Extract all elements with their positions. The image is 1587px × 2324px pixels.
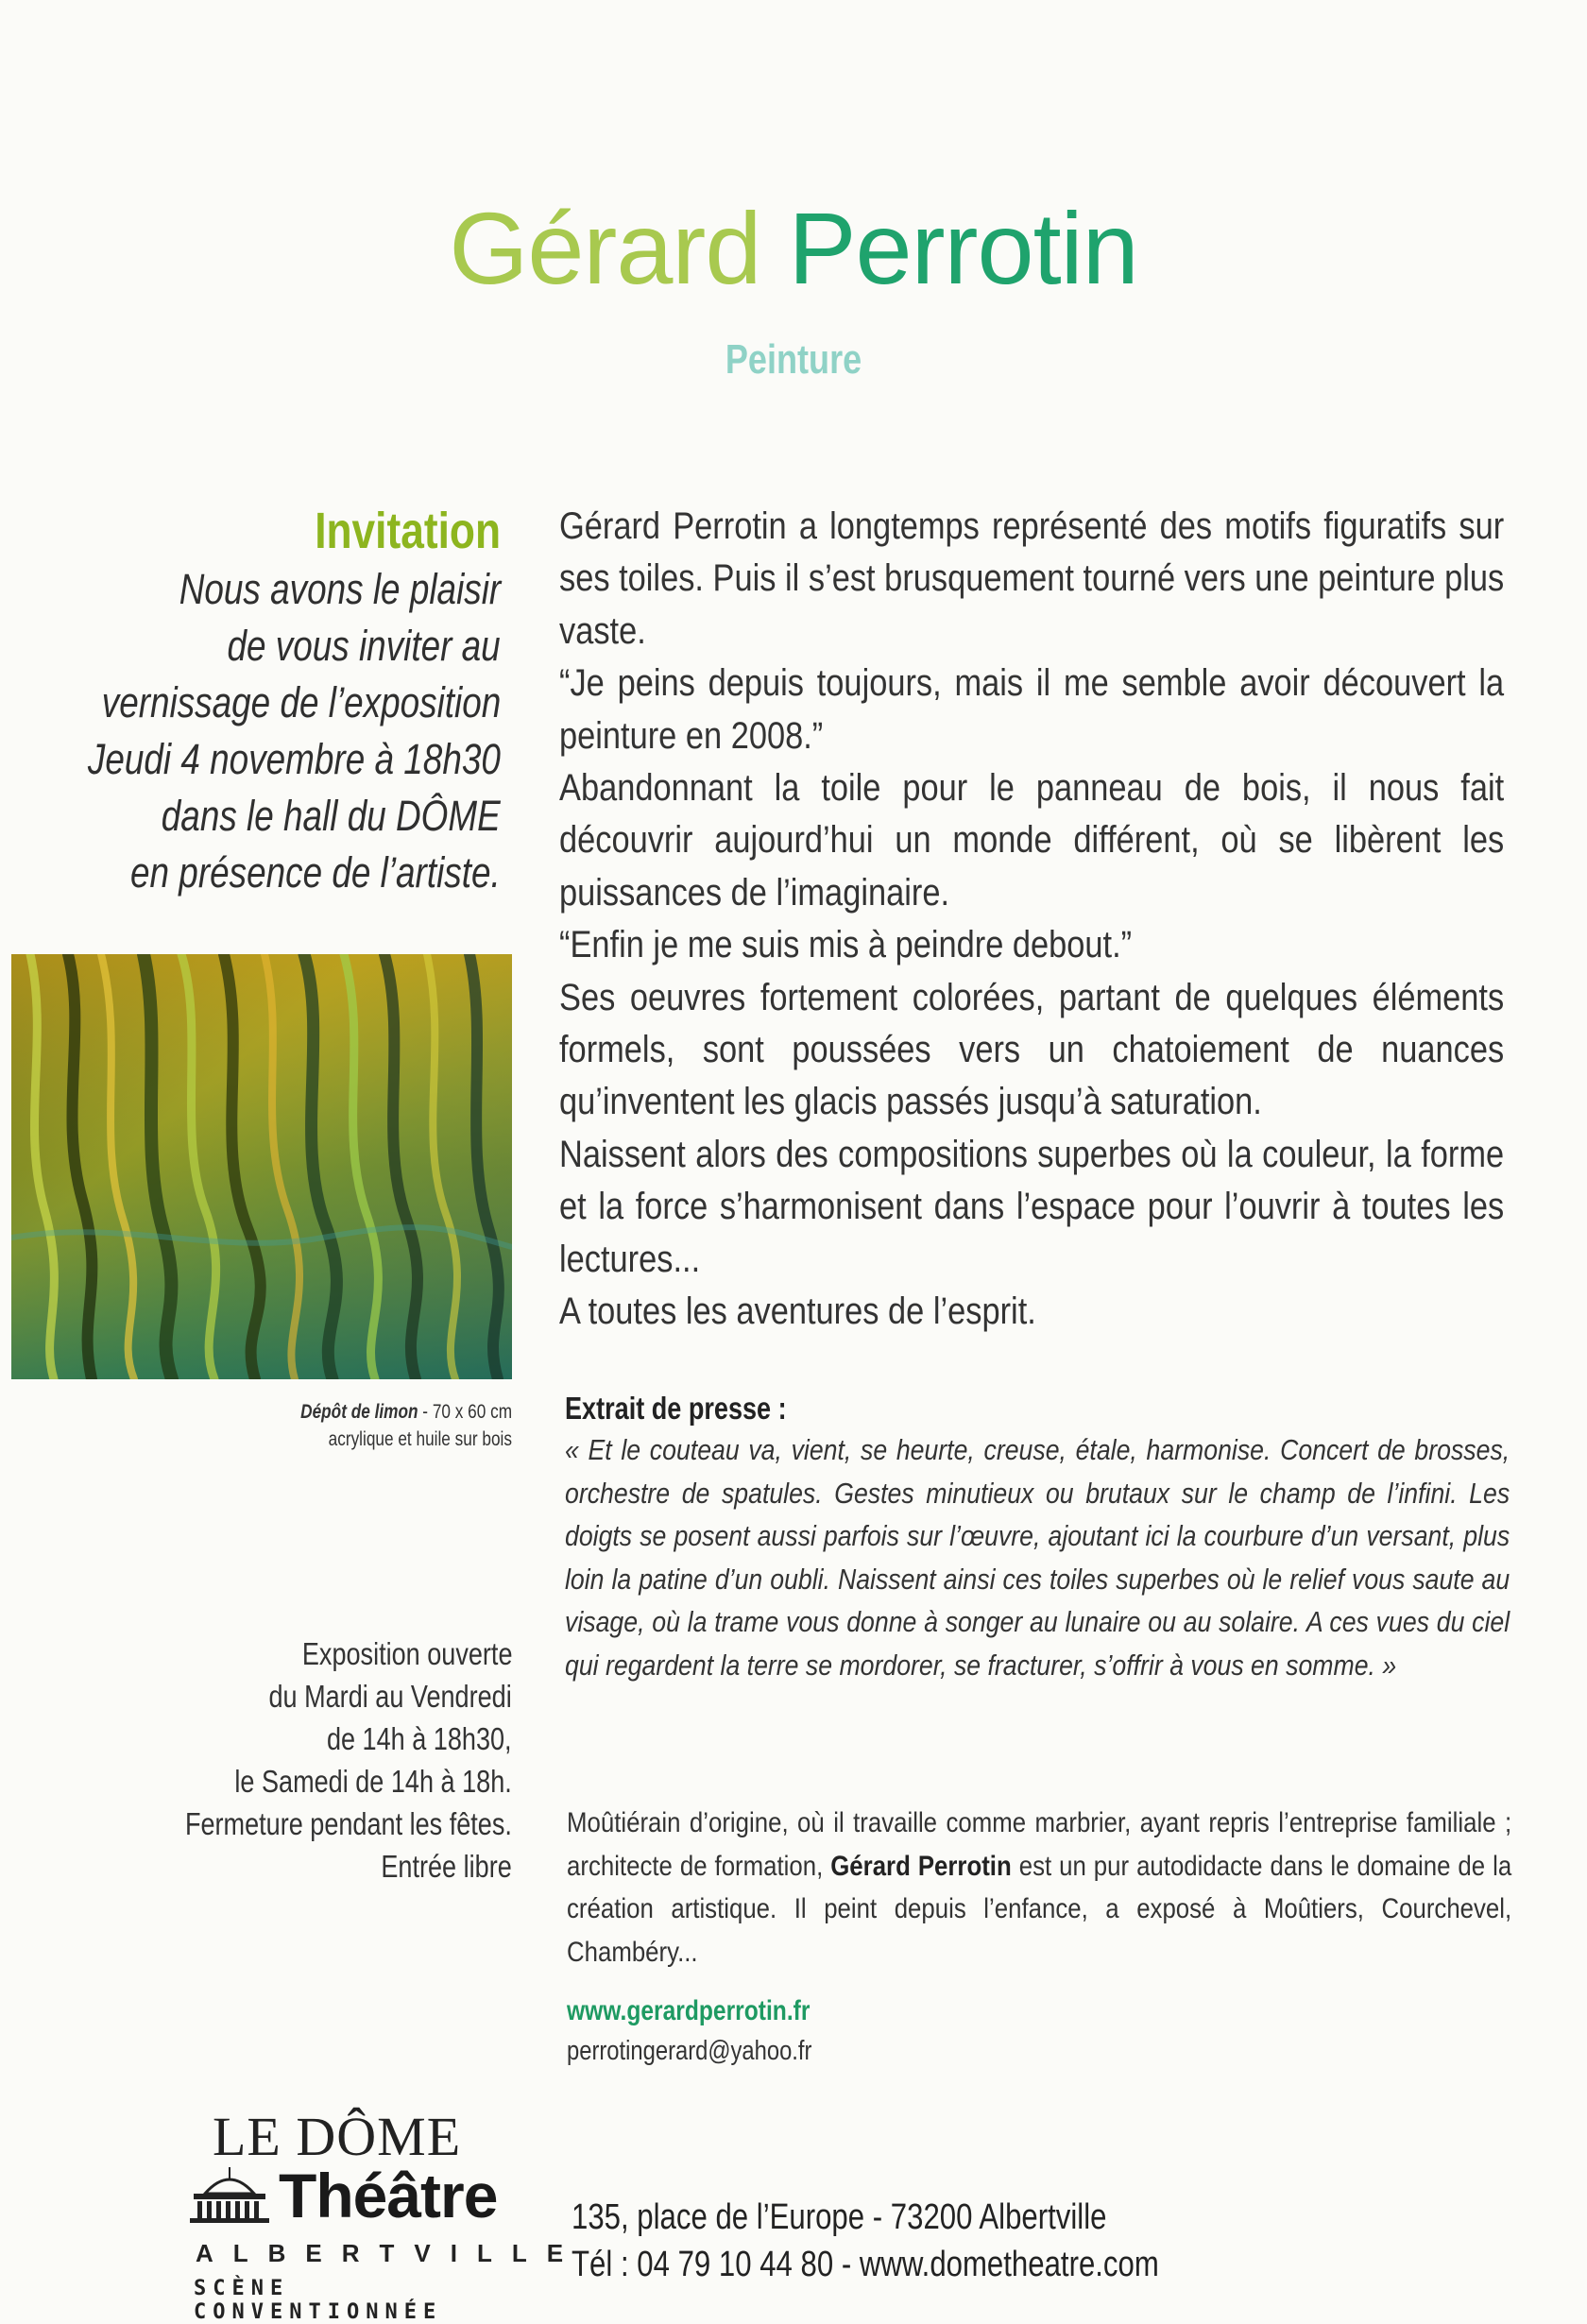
body-paragraph: Abandonnant la toile pour le panneau de bois, il nous fait découvrir aujourd’hui un monde différent, où se libèrent les puissances de l’imaginaire. bbox=[559, 767, 1505, 914]
discipline-subtitle bbox=[0, 336, 1587, 384]
address-contact-line: Tél : 04 79 10 44 80 - www.dometheatre.com bbox=[572, 2245, 1159, 2284]
press-quote: « Et le couteau va, vient, se heurte, creuse, étale, harmonise. Concert de brosses, orchestre de spatules. Gestes minutieux ou brutaux sur le champ de l’infini. Les doigts se posent aussi parfois sur l’œuvre, ajoutant ici la courbure d’un versant, plus loin la patine d’un oubli. Naissent ainsi ces toiles superbes où le relief vous saute au visage, où la trame vous donne à songer au lunaire ou au solaire. A ces vues du ciel qui regardent la terre se mordorer, se fracturer, s’offrir à vous en somme. » bbox=[565, 1433, 1510, 1682]
logo-tagline: SCÈNE CONVENTIONNÉE bbox=[194, 2277, 443, 2324]
artist-website-link[interactable] bbox=[567, 1995, 863, 2027]
body-paragraph: Gérard Perrotin a longtemps représenté des motifs figuratifs sur ses toiles. Puis il s’est brusquement tourné vers une peinture plus vaste. bbox=[559, 505, 1505, 652]
logo-city: ALBERTVILLE bbox=[196, 2239, 584, 2267]
hours-line: Fermeture pendant les fêtes. bbox=[185, 1806, 512, 1841]
body-paragraph: Naissent alors des compositions superbes où la couleur, la forme et la force s’harmonisent dans l’espace pour l’ouvrir à toutes les lectures... bbox=[559, 1133, 1505, 1280]
press-excerpt bbox=[565, 1389, 1510, 1686]
dome-building-icon bbox=[186, 2165, 273, 2224]
logo-le-dome: LE DÔME bbox=[213, 2106, 462, 2167]
artist-bio bbox=[567, 1802, 1511, 1974]
hours-line: de 14h à 18h30, bbox=[327, 1721, 512, 1756]
dome-theatre-logo bbox=[184, 2105, 584, 2324]
press-label: Extrait de presse : bbox=[565, 1391, 787, 1426]
painting-image bbox=[11, 954, 512, 1379]
artist-first-name: Gérard bbox=[449, 191, 761, 305]
artwork-title: Dépôt de limon bbox=[300, 1401, 418, 1423]
address-line: 135, place de l’Europe - 73200 Albertville bbox=[572, 2197, 1107, 2237]
email-text[interactable]: perrotingerard@yahoo.fr bbox=[567, 2036, 812, 2066]
artist-name bbox=[0, 189, 1587, 307]
hours-line: du Mardi au Vendredi bbox=[268, 1679, 512, 1714]
artist-description bbox=[559, 501, 1504, 1339]
body-paragraph: Ses oeuvres fortement colorées, partant de quelques éléments formels, sont poussées vers un chatoiement de nuances qu’inventent les glacis passés jusqu’à saturation. bbox=[559, 976, 1505, 1123]
bio-after: est un pur autodidacte dans le domaine de la création artistique. Il peint depuis l’enfance, a exposé à Moûtiers, Courchevel, Chambéry... bbox=[567, 1850, 1512, 1968]
hours-line: Exposition ouverte bbox=[301, 1636, 512, 1671]
bio-name: Gérard Perrotin bbox=[830, 1850, 1012, 1882]
invitation-block bbox=[0, 501, 501, 901]
body-paragraph: “Enfin je me suis mis à peindre debout.” bbox=[559, 924, 1133, 966]
invitation-heading: Invitation bbox=[315, 503, 501, 559]
hours-line: Entrée libre bbox=[381, 1849, 512, 1884]
invitation-line: Jeudi 4 novembre à 18h30 bbox=[88, 735, 501, 783]
bio-before: Moûtiérain d’origine, où il travaille comme marbrier, ayant repris l’entreprise familiale ; architecte de formation, bbox=[567, 1807, 1512, 1882]
theatre-address bbox=[572, 2194, 1288, 2288]
artwork-dimensions: - 70 x 60 cm bbox=[418, 1401, 512, 1423]
opening-hours bbox=[113, 1632, 512, 1888]
artist-last-name: Perrotin bbox=[788, 191, 1138, 305]
hours-line: le Samedi de 14h à 18h. bbox=[234, 1764, 512, 1799]
subtitle-text: Peinture bbox=[725, 336, 862, 383]
invitation-line: dans le hall du DÔME bbox=[162, 792, 501, 840]
body-paragraph: A toutes les aventures de l’esprit. bbox=[559, 1290, 1036, 1333]
invitation-line: en présence de l’artiste. bbox=[130, 848, 501, 897]
artwork-medium: acrylique et huile sur bois bbox=[328, 1428, 512, 1450]
invitation-line: de vous inviter au bbox=[227, 622, 501, 670]
invitation-line: vernissage de l’exposition bbox=[101, 678, 501, 726]
artist-email-link[interactable] bbox=[567, 2036, 865, 2067]
invitation-line: Nous avons le plaisir bbox=[179, 565, 501, 613]
website-text[interactable]: www.gerardperrotin.fr bbox=[567, 1995, 811, 2026]
logo-theatre: Théâtre bbox=[279, 2161, 498, 2230]
body-paragraph: “Je peins depuis toujours, mais il me semble avoir découvert la peinture en 2008.” bbox=[559, 662, 1505, 757]
artwork-caption bbox=[254, 1398, 512, 1453]
